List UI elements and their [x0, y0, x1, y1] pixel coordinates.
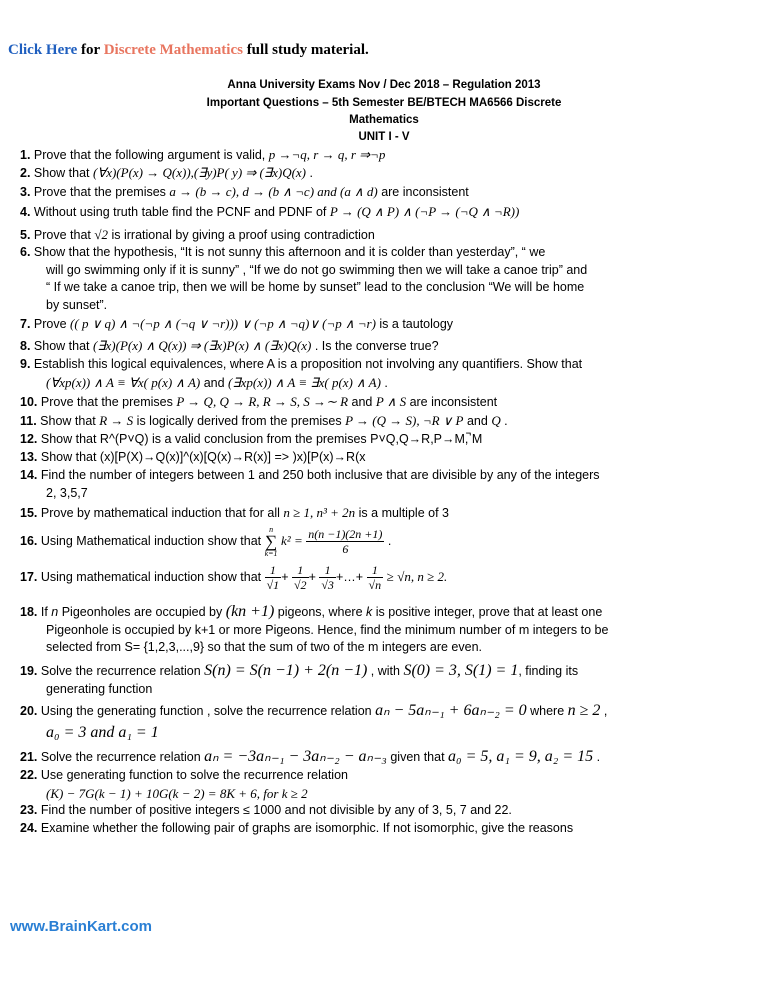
question-14 [20, 467, 760, 502]
q-math: n ≥ 2 [567, 702, 601, 719]
q-text: , finding its [518, 664, 579, 678]
q-text: selected from S= {1,2,3,...,9} so that the sum of two of the m integers are even. [46, 640, 483, 654]
q-text: Prove that the premises [37, 395, 177, 409]
q-text: Prove that the premises [30, 185, 170, 199]
q-math: a → (b → c), d → (b ∧ ¬c) and (a ∧ d) [169, 184, 378, 199]
q-text: Using Mathematical induction show that [37, 533, 265, 548]
q-text: Show that R^(P˅Q) is a valid conclusion from the premises P˅Q,Q→R,P→M,̚ M [37, 432, 483, 446]
fraction-1 [265, 563, 282, 592]
q-number: 7. [20, 317, 31, 331]
q-number: 12. [20, 432, 38, 446]
q-math: n ≥ 1, n³ + 2n [283, 505, 356, 520]
q-math: √2 [94, 227, 109, 242]
sum-fraction [306, 527, 384, 556]
q-math: a₀ = 3 and a₁ = 1 [46, 723, 159, 741]
header-line-1: Anna University Exams Nov / Dec 2018 – Regulation 2013 [227, 79, 541, 91]
q-text: “ If we take a canoe trip, then we will be home by sunset” lead to the conclusion “We will be home [46, 280, 585, 294]
question-6 [20, 244, 760, 314]
q-text: Prove that [30, 228, 95, 242]
q-number: 17. [20, 569, 38, 584]
q-text: Using mathematical induction show that [37, 569, 265, 584]
q-number: 14. [20, 468, 38, 482]
header-line-4: UNIT I - V [358, 131, 410, 143]
q-text: If [37, 605, 52, 619]
banner-text: for [77, 42, 104, 58]
fraction-denominator: √1 [266, 578, 280, 592]
fraction-4 [367, 563, 384, 592]
q-text: is positive integer, prove that at least one [372, 605, 603, 619]
q-number: 22. [20, 768, 38, 782]
q-text: Find the number of positive integers ≤ 1000 and not divisible by any of 3, 5, 7 and 22. [37, 803, 512, 817]
q-math: (∀x)(P(x) → Q(x)),(∃y)P( y) ⇒ (∃x)Q(x) [92, 165, 307, 180]
fraction-numerator: n(n −1)(2n +1) [308, 527, 383, 541]
q-number: 11. [20, 414, 37, 428]
question-5 [20, 226, 760, 245]
fraction-2 [292, 563, 309, 592]
q-text: , with [367, 664, 404, 678]
q-math: R → S [99, 413, 134, 428]
q-text: given that [386, 750, 449, 764]
question-19 [20, 662, 760, 698]
fraction-denominator: √n [368, 578, 382, 592]
q-text: and [348, 395, 376, 409]
q-math: (kn +1) [225, 603, 275, 620]
question-20 [20, 702, 760, 741]
sum-lower-limit: k=1 [264, 549, 278, 558]
q-math: (∃x)(P(x) ∧ Q(x)) ⇒ (∃x)P(x) ∧ (∃x)Q(x) [92, 338, 312, 353]
q-number: 21. [20, 750, 38, 764]
fraction-denominator: √2 [293, 578, 307, 592]
q-text: Examine whether the following pair of graphs are isomorphic. If not isomorphic, give the reasons [37, 821, 574, 835]
q-number: 10. [20, 395, 38, 409]
q-math: P → Q, Q → R, R → S, S →∼ R [176, 394, 349, 409]
fraction-denominator: 6 [342, 542, 349, 556]
fraction-numerator: 1 [265, 563, 282, 578]
q-text: are inconsistent [406, 395, 498, 409]
q-text: . [306, 166, 313, 180]
header-line-2: Important Questions – 5th Semester BE/BTECH MA6566 Discrete [206, 97, 562, 109]
q-text: will go swimming only if it is sunny” , “If we do not go swimming then we will take a canoe trip” and [46, 262, 588, 277]
question-2 [20, 164, 760, 183]
question-23 [20, 802, 760, 820]
q-text: . [384, 533, 392, 548]
q-text: Show that the hypothesis, “It is not sunny this afternoon and it is colder than yesterday”, “ we [30, 245, 546, 259]
q-math: P → (Q → S), ¬R ∨ P [345, 413, 464, 428]
question-12 [20, 431, 760, 449]
q-number: 24. [20, 821, 38, 835]
q-number: 19. [20, 664, 38, 678]
q-text: Solve the recurrence relation [37, 664, 205, 678]
q-math: S(0) = 3, S(1) = 1 [403, 662, 519, 679]
q-text: , [600, 704, 608, 718]
question-1 [20, 146, 760, 165]
q-text: Establish this logical equivalences, where A is a proposition not involving any quantifiers. Show that [30, 357, 583, 371]
q-math: (∀xp(x)) ∧ A ≡ ∀x( p(x) ∧ A) [46, 374, 201, 390]
q-number: 2. [20, 166, 31, 180]
question-9 [20, 356, 760, 392]
q-text: Show that (x)[P(X)→Q(x)]^(x)[Q(x)→R(x)] => )x)[P(x)→R(x [37, 450, 366, 464]
q-text: Without using truth table find the PCNF and PDNF of [30, 205, 330, 219]
q-text: . [380, 375, 388, 390]
q-math: (( p ∨ q) ∧ ¬(¬p ∧ (¬q ∨ ¬r))) ∨ (¬p ∧ ¬q)∨ (¬p ∧ ¬r) [70, 316, 376, 331]
question-10 [20, 393, 760, 412]
q-text: Pigeonhole is occupied by k+1 or more Pigeons. Hence, find the minimum number of m integers to be [46, 622, 609, 637]
q-text: Show that [30, 339, 93, 353]
q-text: Show that [36, 414, 100, 428]
question-16 [20, 525, 760, 558]
q-text: Prove [30, 317, 71, 331]
q-number: 5. [20, 228, 31, 242]
q-math: Q [491, 413, 501, 428]
q-text: is a multiple of 3 [355, 506, 449, 520]
q-math: aₙ = −3aₙ₋₁ − 3aₙ₋₂ − aₙ₋₃ [204, 748, 387, 765]
study-material-banner [8, 42, 369, 59]
q-math: P ∧ S [375, 394, 407, 409]
q-math: P → (Q ∧ P) ∧ (¬P → (¬Q ∧ ¬R)) [329, 204, 520, 219]
q-text: by sunset”. [46, 297, 108, 312]
brainkart-link[interactable]: www.BrainKart.com [10, 918, 152, 935]
q-number: 23. [20, 803, 38, 817]
sum-symbol: ∑ [265, 532, 278, 551]
q-number: 3. [20, 185, 31, 199]
q-text: 2, 3,5,7 [46, 485, 88, 500]
q-math: a₀ = 5, a₁ = 9, a₂ = 15 [448, 748, 594, 765]
q-text: are inconsistent [377, 185, 469, 199]
click-here-link[interactable]: Click Here [8, 42, 78, 58]
q-math: (∃xp(x)) ∧ A ≡ ∃x( p(x) ∧ A) [228, 374, 381, 390]
q-math: S(n) = S(n −1) + 2(n −1) [204, 662, 368, 679]
question-22 [20, 767, 760, 802]
q-text: Show that [30, 166, 93, 180]
fraction-numerator: 1 [292, 563, 309, 578]
q-number: 13. [20, 450, 38, 464]
subject-link[interactable]: Discrete Mathematics [103, 42, 243, 58]
q-math: √n, n ≥ 2. [397, 568, 448, 584]
q-number: 9. [20, 357, 31, 371]
q-number: 4. [20, 205, 31, 219]
q-number: 1. [20, 148, 31, 162]
header-line-3: Mathematics [349, 114, 419, 126]
q-math: ≥ [386, 568, 394, 584]
banner-text-tail: full study material. [242, 42, 369, 58]
q-text: . [593, 750, 601, 764]
fraction-denominator: √3 [321, 578, 334, 592]
q-text: is irrational by giving a proof using contradiction [108, 228, 375, 242]
fraction-numerator: 1 [367, 563, 384, 578]
question-17: 17. Using mathematical induction show that $\frac{1}{√1}$ + $\frac{1}{√2}$ + $\frac{1}{√3}$ +…+ $\frac{1}{√n}$ ≥ √n, n ≥ 2. [20, 563, 448, 592]
q-text: is logically derived from the premises [133, 414, 346, 428]
sum-upper-limit: n [269, 525, 274, 534]
q-text: Find the number of integers between 1 and 250 both inclusive that are divisible by any of the integers [37, 468, 600, 482]
question-13 [20, 449, 760, 467]
q-text: Prove that the following argument is valid, [30, 148, 269, 162]
question-18 [20, 603, 760, 657]
fraction-numerator: 1 [319, 563, 336, 578]
q-math: +…+ [335, 569, 364, 584]
question-11 [20, 412, 760, 431]
q-math: p →¬q, r → q, r ⇒¬p [268, 147, 386, 162]
q-number: 16. [20, 533, 38, 548]
q-text: generating function [46, 681, 153, 696]
q-text: Using the generating function , solve the recurrence relation [37, 704, 376, 718]
question-3 [20, 183, 760, 202]
q-number: 15. [20, 506, 38, 520]
q-text: Prove by mathematical induction that for all [37, 506, 284, 520]
q-text: k [366, 605, 373, 619]
q-text: Pigeonholes are occupied by [58, 605, 226, 619]
question-4 [20, 203, 760, 222]
question-8 [20, 337, 760, 356]
q-number: 8. [20, 339, 31, 353]
q-text: Solve the recurrence relation [37, 750, 205, 764]
fraction-3 [319, 563, 336, 592]
q-text: pigeons, where [274, 605, 367, 619]
question-7 [20, 315, 760, 334]
q-number: 18. [20, 605, 38, 619]
q-text: n [51, 605, 59, 619]
q-text: where [526, 704, 568, 718]
question-15 [20, 504, 760, 523]
q-text: and [463, 414, 492, 428]
q-text: Use generating function to solve the recurrence relation [37, 768, 348, 782]
q-number: 20. [20, 704, 38, 718]
q-math: k² = [281, 532, 303, 548]
q-number: 6. [20, 245, 31, 259]
q-text: is a tautology [375, 317, 454, 331]
q-math: aₙ − 5aₙ₋₁ + 6aₙ₋₂ = 0 [375, 702, 527, 719]
q-text: . Is the converse true? [311, 339, 439, 353]
question-24 [20, 820, 760, 838]
q-math: (K) − 7G(k − 1) + 10G(k − 2) = 8K + 6, for k ≥ 2 [46, 785, 308, 801]
q-text: and [200, 375, 229, 390]
question-21 [20, 748, 760, 767]
q-text: . [500, 414, 508, 428]
